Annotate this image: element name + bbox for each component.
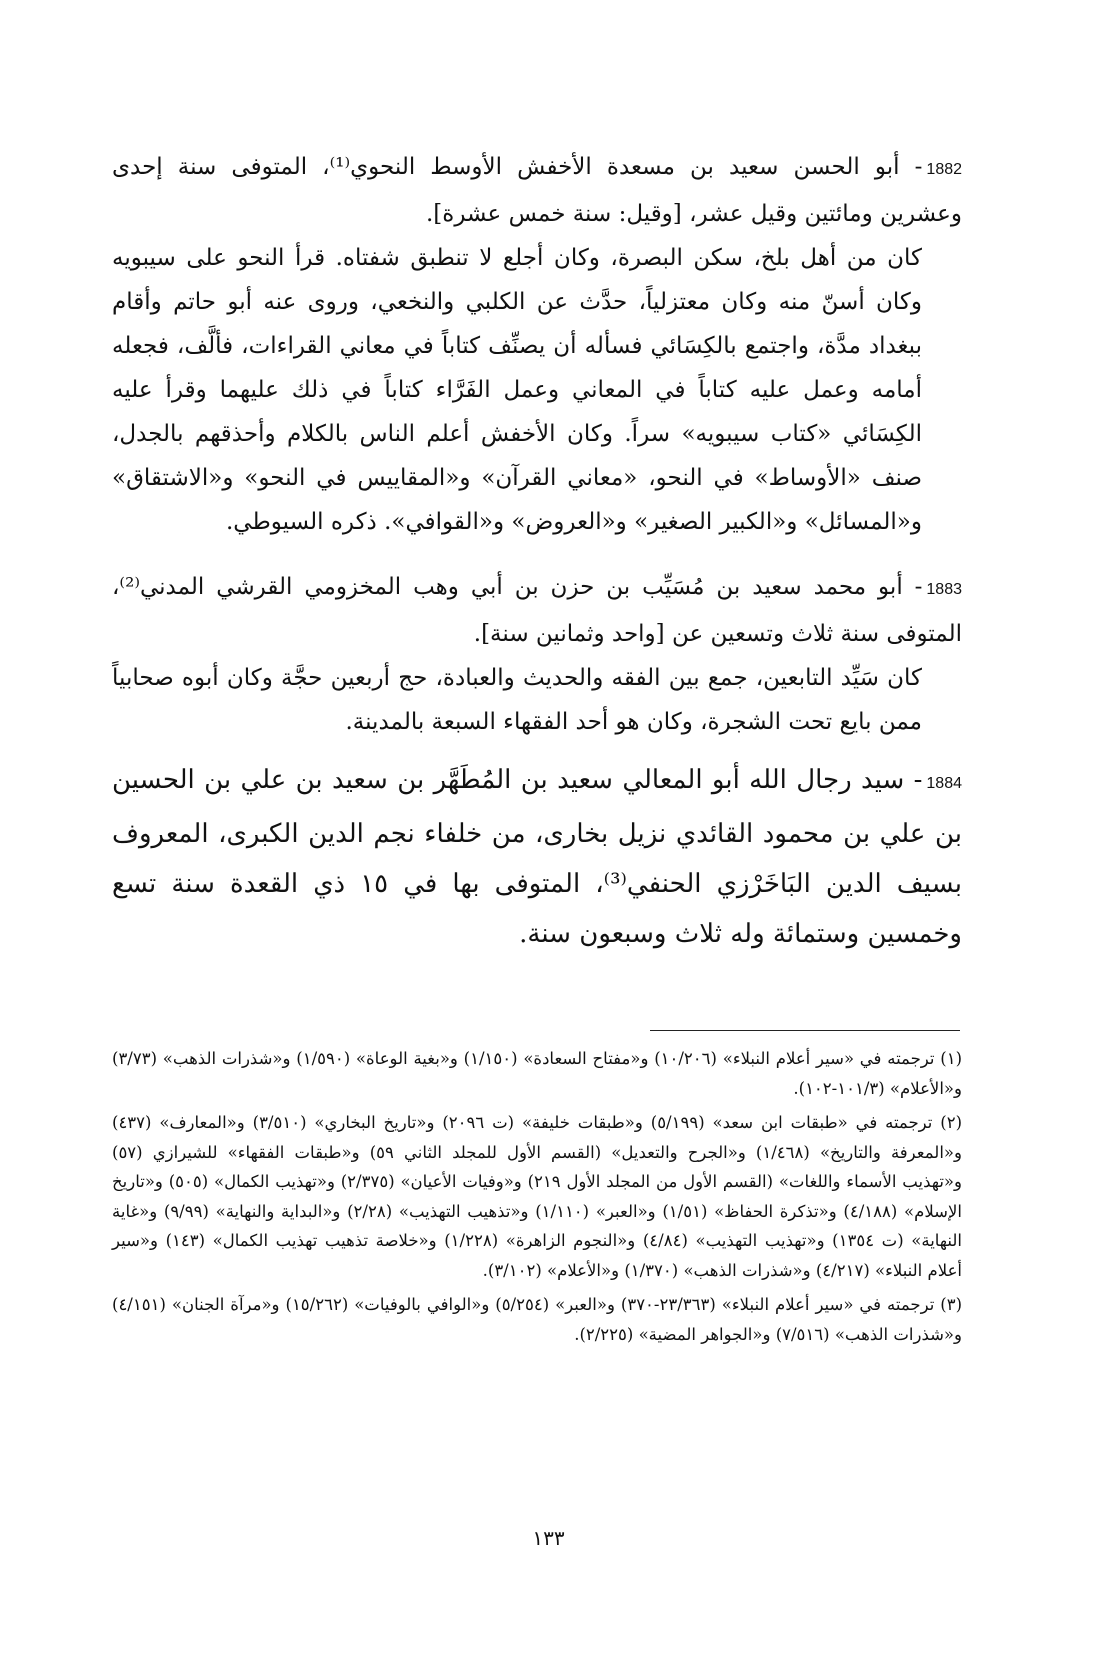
entry-heading (112, 145, 962, 236)
entry-number: 1883 (926, 581, 962, 598)
footnote-separator (650, 1030, 960, 1031)
entry-number: 1882 (926, 161, 963, 178)
entry-biography: كان سَيِّد التابعين، جمع بين الفقه والحديث والعبادة، حج أربعين حجَّة وكان أبوه صحابياً ممن بايع تحت الشجرة، وكان هو أحد الفقهاء السبعة بالمدينة. (112, 665, 922, 735)
entry-heading-text: - أبو الحسن سعيد بن مسعدة الأخفش الأوسط النحوي⁽¹⁾، المتوفى سنة إحدى وعشرين ومائتين وقيل عشر، [وقيل: سنة خمس عشرة]. (112, 154, 962, 227)
entry-1884 (112, 755, 962, 959)
footnotes (112, 1044, 962, 1354)
entry-1882 (112, 145, 962, 544)
footnote-1: (١) ترجمته في «سير أعلام النبلاء» (١٠/٢٠٦) و«مفتاح السعادة» (١/١٥٠) و«بغية الوعاة» (١/٥٩٠) و«شذرات الذهب» (٣/٧٣) و«الأعلام» (١٠١/٣-١٠٢). (112, 1049, 963, 1098)
entry-number: 1884 (926, 775, 962, 792)
entry-heading-text: - أبو محمد سعيد بن مُسَيِّب بن حزن بن أبي وهب المخزومي القرشي المدني⁽²⁾، المتوفى سنة ثلاث وتسعين عن [واحد وثمانين سنة]. (112, 574, 962, 647)
entry-heading (112, 565, 962, 656)
entry-biography: كان من أهل بلخ، سكن البصرة، وكان أجلع لا تنطبق شفتاه. قرأ النحو على سيبويه وكان أسنّ منه وكان معتزلياً، حدَّث عن الكلبي والنخعي، وروى عنه أبو حاتم وأقام ببغداد مدَّة، واجتمع بالكِسَائي فسأله أن يصنِّف كتاباً في معاني القراءات، فألَّف، فجعله أمامه وعمل عليه كتاباً في المعاني وعمل الفَرَّاء كتاباً في ذلك عليهما وقرأ عليه الكِسَائي «كتاب سيبويه» سراً. وكان الأخفش أعلم الناس بالكلام وأحذقهم بالجدل، صنف «الأوساط» في النحو، «معاني القرآن» و«المقاييس في النحو» و«الاشتقاق» و«المسائل» و«الكبير الصغير» و«العروض» و«القوافي». ذكره السيوطي. (112, 245, 922, 535)
entry-heading-text: - سيد رجال الله أبو المعالي سعيد بن المُطَهَّر بن سعيد بن علي بن الحسين بن علي بن محمود القائدي نزيل بخارى، من خلفاء نجم الدين الكبرى، المعروف بسيف الدين البَاخَرْزي الحنفي⁽³⁾، المتوفى بها في ١٥ ذي القعدة سنة تسع وخمسين وستمائة وله ثلاث وسبعون سنة. (112, 765, 963, 949)
footnote-3: (٣) ترجمته في «سير أعلام النبلاء» (٢٣/٣٦٣-٣٧٠) و«العبر» (٥/٢٥٤) و«الوافي بالوفيات» (١٥/٢٦٢) و«مرآة الجنان» (٤/١٥١) و«شذرات الذهب» (٧/٥١٦) و«الجواهر المضية» (٢/٢٢٥). (112, 1295, 962, 1344)
footnote-2: (٢) ترجمته في «طبقات ابن سعد» (٥/١٩٩) و«طبقات خليفة» (ت ٢٠٩٦) و«تاريخ البخاري» (٣/٥١٠) و«المعارف» (٤٣٧) و«المعرفة والتاريخ» (١/٤٦٨) و«الجرح والتعديل» (القسم الأول للمجلد الثاني ٥٩) و«طبقات الفقهاء» للشيرازي (٥٧) و«تهذيب الأسماء واللغات» (القسم الأول من المجلد الأول ٢١٩) و«وفيات الأعيان» (٢/٣٧٥) و«تهذيب الكمال» (٥٠٥) و«تاريخ الإسلام» (٤/١٨٨) و«تذكرة الحفاظ» (١/٥١) و«العبر» (١/١١٠) و«تذهيب التهذيب» (٢/٢٨) و«البداية والنهاية» (٩/٩٩) و«غاية النهاية» (ت ١٣٥٤) و«تهذيب التهذيب» (٤/٨٤) و«النجوم الزاهرة» (١/٢٢٨) و«خلاصة تذهيب تهذيب الكمال» (١٤٣) و«سير أعلام النبلاء» (٤/٢١٧) و«شذرات الذهب» (١/٣٧٠) و«الأعلام» (٣/١٠٢). (112, 1113, 963, 1280)
entry-heading (112, 755, 962, 959)
entry-1883 (112, 565, 962, 744)
page-number: ١٣٣ (532, 1526, 565, 1550)
